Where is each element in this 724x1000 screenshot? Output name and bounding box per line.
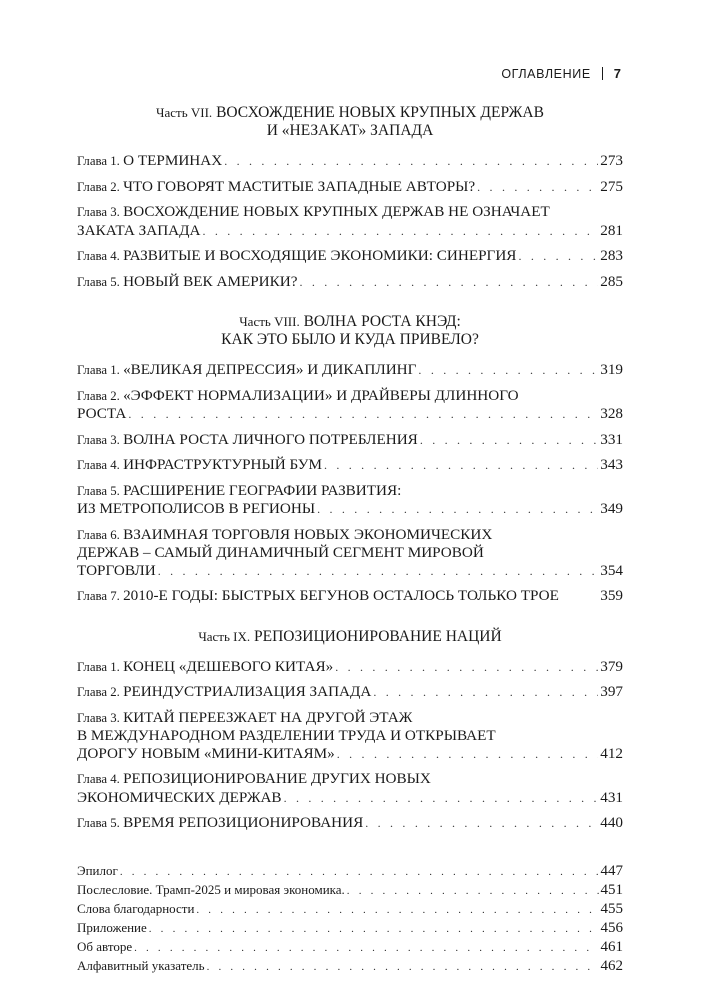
chapter-title-text [77, 500, 315, 518]
page-number: 7 [613, 66, 621, 81]
dot-leader [335, 659, 598, 677]
part-title-line [77, 313, 623, 331]
chapter-title-text [77, 789, 282, 807]
back-matter-row [77, 863, 623, 880]
chapter-prefix: Глава 1. [77, 363, 120, 377]
page-ref: 273 [600, 152, 623, 169]
page-ref: 281 [600, 221, 623, 239]
chapter-title-text [77, 562, 156, 580]
dot-leader [299, 274, 598, 292]
chapter-entry [77, 709, 623, 764]
page-ref: 319 [600, 361, 623, 378]
page-ref: 379 [600, 657, 623, 675]
chapter-prefix: Глава 2. [77, 388, 120, 403]
part-title [77, 104, 623, 140]
part-title [77, 628, 623, 646]
chapter-line [77, 526, 623, 545]
back-matter-list [77, 863, 623, 975]
chapter-prefix: Глава 3. [77, 205, 120, 219]
part-title [77, 313, 623, 349]
dot-leader [284, 790, 599, 808]
chapter-line [77, 709, 623, 728]
table-of-contents [77, 104, 623, 977]
chapter-line [77, 482, 623, 501]
chapter-row [77, 658, 623, 677]
chapter-row [77, 431, 623, 450]
part-title-text: ВОЛНА РОСТА КНЭД: [303, 313, 461, 330]
chapter-entry [77, 770, 623, 807]
chapter-title: ВЗАИМНАЯ ТОРГОВЛЯ НОВЫХ ЭКОНОМИЧЕСКИХ [123, 525, 493, 543]
back-matter-row [77, 901, 623, 918]
dot-leader [373, 684, 598, 702]
page-ref: 447 [600, 862, 623, 879]
chapter-row [77, 814, 623, 833]
chapter-row [77, 361, 623, 380]
chapter-title: ТОРГОВЛИ [77, 561, 156, 579]
dot-leader [196, 902, 598, 918]
chapter-row [77, 222, 623, 241]
page-ref: 328 [600, 405, 623, 422]
chapter-title: РАЗВИТЫЕ И ВОСХОДЯЩИЕ ЭКОНОМИКИ: СИНЕРГИЯ [123, 247, 517, 264]
chapter-title-text [77, 203, 550, 220]
chapter-title: КИТАЙ ПЕРЕЕЗЖАЕТ НА ДРУГОЙ ЭТАЖ [123, 708, 413, 726]
toc-part [77, 313, 623, 606]
chapter-prefix: Глава 5. [77, 816, 120, 830]
back-matter-row [77, 939, 623, 956]
chapter-title-text [77, 526, 492, 543]
page-ref: 349 [600, 500, 623, 517]
chapter-title-text [77, 658, 333, 677]
chapter-entry [77, 178, 623, 197]
page-ref: 283 [600, 247, 623, 264]
chapter-row [77, 456, 623, 475]
chapter-prefix: Глава 3. [77, 432, 120, 447]
chapter-title-text [77, 152, 222, 171]
chapter-title-text [77, 247, 516, 266]
chapter-title: «ВЕЛИКАЯ ДЕПРЕССИЯ» И ДИКАПЛИНГ [123, 361, 417, 378]
chapter-row [77, 562, 623, 581]
back-matter-label: Эпилог [77, 862, 118, 878]
chapter-row [77, 587, 623, 606]
chapter-title-text [77, 222, 200, 240]
toc-part [77, 104, 623, 291]
page-ref: 440 [600, 814, 623, 831]
chapter-entry [77, 203, 623, 240]
chapter-entry [77, 152, 623, 171]
chapter-entry [77, 587, 623, 606]
chapter-title: ВОСХОЖДЕНИЕ НОВЫХ КРУПНЫХ ДЕРЖАВ НЕ ОЗНАЧАЕТ [123, 203, 550, 220]
dot-leader [324, 457, 598, 475]
chapter-title-text [77, 456, 322, 475]
back-matter-label: Послесловие. Трамп-2025 и мировая экономика. [77, 881, 345, 897]
chapter-prefix: Глава 4. [77, 772, 120, 786]
part-title-text: КАК ЭТО БЫЛО И КУДА ПРИВЕЛО? [221, 331, 479, 348]
chapter-title-text [77, 544, 484, 561]
chapter-title: РОСТА [77, 405, 127, 422]
toc-part [77, 628, 623, 833]
chapter-prefix: Глава 3. [77, 710, 120, 725]
chapter-row [77, 405, 623, 424]
dot-leader [518, 248, 598, 266]
part-title-text: РЕПОЗИЦИОНИРОВАНИЕ НАЦИЙ [254, 627, 502, 645]
chapter-title-text [77, 178, 475, 197]
chapter-prefix: Глава 4. [77, 458, 120, 472]
dot-leader [365, 815, 598, 833]
chapter-entry [77, 482, 623, 519]
chapter-prefix: Глава 7. [77, 589, 120, 603]
chapter-title: РАСШИРЕНИЕ ГЕОГРАФИИ РАЗВИТИЯ: [123, 481, 402, 499]
page-ref: 451 [600, 881, 623, 898]
part-title-text: И «НЕЗАКАТ» ЗАПАДА [266, 122, 434, 139]
chapter-title: ИНФРАСТРУКТУРНЫЙ БУМ [123, 456, 322, 473]
chapter-line [77, 727, 623, 745]
back-matter-row [77, 882, 623, 899]
dot-leader [158, 563, 599, 581]
running-header [501, 66, 621, 81]
part-title-line [77, 104, 623, 122]
page-ref: 397 [600, 683, 623, 700]
section-title: ОГЛАВЛЕНИЕ [501, 66, 591, 81]
back-matter-label: Приложение [77, 919, 147, 935]
chapter-row [77, 789, 623, 808]
chapter-entry [77, 814, 623, 833]
chapter-title: РЕИНДУСТРИАЛИЗАЦИЯ ЗАПАДА [123, 683, 372, 700]
chapter-entry [77, 361, 623, 380]
chapter-prefix: Глава 2. [77, 685, 120, 699]
chapter-row [77, 683, 623, 702]
dot-leader [202, 223, 598, 241]
page-ref: 275 [600, 177, 623, 195]
chapter-title: «ЭФФЕКТ НОРМАЛИЗАЦИИ» И ДРАЙВЕРЫ ДЛИННОГО [123, 386, 519, 404]
part-prefix: Часть VIII. [239, 314, 300, 329]
chapter-title: 2010-Е ГОДЫ: БЫСТРЫХ БЕГУНОВ ОСТАЛОСЬ ТОЛЬКО ТРОЕ [123, 587, 559, 604]
chapter-title: О ТЕРМИНАХ [123, 152, 223, 169]
back-matter-row [77, 958, 623, 975]
chapter-line [77, 203, 623, 222]
dot-leader [317, 501, 598, 519]
chapter-prefix: Глава 5. [77, 274, 120, 289]
chapter-title: ДЕРЖАВ – САМЫЙ ДИНАМИЧНЫЙ СЕГМЕНТ МИРОВОЙ [77, 544, 484, 561]
chapter-title: КОНЕЦ «ДЕШЕВОГО КИТАЯ» [123, 657, 334, 675]
back-matter-label: Слова благодарности [77, 900, 195, 916]
chapter-title: В МЕЖДУНАРОДНОМ РАЗДЕЛЕНИИ ТРУДА И ОТКРЫВАЕТ [77, 727, 496, 744]
chapter-line [77, 544, 623, 562]
page-ref: 462 [600, 957, 623, 974]
chapter-prefix: Глава 6. [77, 527, 120, 542]
chapter-prefix: Глава 1. [77, 154, 120, 168]
chapter-entry [77, 658, 623, 677]
part-title-line [77, 628, 623, 646]
chapter-prefix: Глава 5. [77, 483, 120, 498]
chapter-title-text [77, 387, 519, 404]
chapter-prefix: Глава 4. [77, 249, 120, 263]
dot-leader [347, 883, 599, 899]
dot-leader [418, 362, 598, 380]
dot-leader [134, 940, 598, 956]
chapter-prefix: Глава 1. [77, 659, 120, 674]
header-divider [602, 67, 603, 80]
part-title-line [77, 331, 623, 349]
chapter-title-text [77, 361, 416, 380]
chapter-entry [77, 247, 623, 266]
page-ref: 455 [600, 900, 623, 917]
chapter-title-text [77, 683, 371, 702]
chapter-title-text [77, 405, 126, 423]
page-ref: 412 [600, 744, 623, 762]
dot-leader [120, 864, 599, 880]
chapter-entry [77, 456, 623, 475]
chapter-row [77, 500, 623, 519]
chapter-prefix: Глава 2. [77, 179, 120, 194]
chapter-title-text [77, 745, 335, 763]
chapter-row [77, 152, 623, 171]
chapter-title: ЭКОНОМИЧЕСКИХ ДЕРЖАВ [77, 788, 282, 806]
back-matter-row [77, 920, 623, 937]
back-matter-label: Об авторе [77, 938, 133, 954]
chapter-entry [77, 683, 623, 702]
chapter-entry [77, 387, 623, 424]
chapter-line [77, 387, 623, 406]
chapter-title: ДОРОГУ НОВЫМ «МИНИ-КИТАЯМ» [77, 744, 335, 762]
dot-leader [420, 432, 598, 450]
page-ref: 354 [600, 561, 623, 579]
page-ref: 359 [600, 587, 623, 604]
part-title-text: ВОСХОЖДЕНИЕ НОВЫХ КРУПНЫХ ДЕРЖАВ [216, 104, 544, 121]
dot-leader [207, 959, 599, 975]
chapter-title-text [77, 431, 418, 450]
dot-leader [337, 746, 598, 764]
part-title-line [77, 122, 623, 140]
part-prefix: Часть IX. [198, 628, 251, 644]
page-ref: 456 [600, 919, 623, 936]
dot-leader [149, 921, 599, 937]
page-ref: 343 [600, 456, 623, 473]
chapter-title-text [77, 727, 496, 744]
chapter-title-text [77, 482, 401, 499]
chapter-row [77, 273, 623, 292]
page-ref: 431 [600, 788, 623, 806]
dot-leader [128, 406, 598, 424]
chapter-row [77, 178, 623, 197]
chapter-entry [77, 526, 623, 581]
chapter-title-text [77, 273, 297, 292]
dot-leader [224, 153, 598, 171]
back-matter-label: Алфавитный указатель [77, 957, 205, 973]
chapter-title: ВОЛНА РОСТА ЛИЧНОГО ПОТРЕБЛЕНИЯ [123, 430, 418, 448]
chapter-title: РЕПОЗИЦИОНИРОВАНИЕ ДРУГИХ НОВЫХ [123, 770, 431, 787]
chapter-title: ИЗ МЕТРОПОЛИСОВ В РЕГИОНЫ [77, 500, 316, 517]
chapter-entry [77, 273, 623, 292]
part-prefix: Часть VII. [156, 105, 213, 120]
chapter-entry [77, 431, 623, 450]
chapter-title: ВРЕМЯ РЕПОЗИЦИОНИРОВАНИЯ [123, 814, 364, 831]
page-ref: 331 [600, 430, 623, 448]
chapter-title-text [77, 587, 559, 606]
chapter-title-text [77, 770, 431, 787]
chapter-title-text [77, 814, 363, 833]
page-ref: 461 [600, 938, 623, 955]
chapter-title-text [77, 709, 412, 726]
chapter-title: ЗАКАТА ЗАПАДА [77, 221, 201, 239]
chapter-row [77, 745, 623, 764]
dot-leader [477, 179, 598, 197]
page-ref: 285 [600, 272, 623, 290]
chapter-title: НОВЫЙ ВЕК АМЕРИКИ? [123, 272, 298, 290]
chapter-line [77, 770, 623, 789]
chapter-row [77, 247, 623, 266]
chapter-title: ЧТО ГОВОРЯТ МАСТИТЫЕ ЗАПАДНЫЕ АВТОРЫ? [123, 177, 476, 195]
